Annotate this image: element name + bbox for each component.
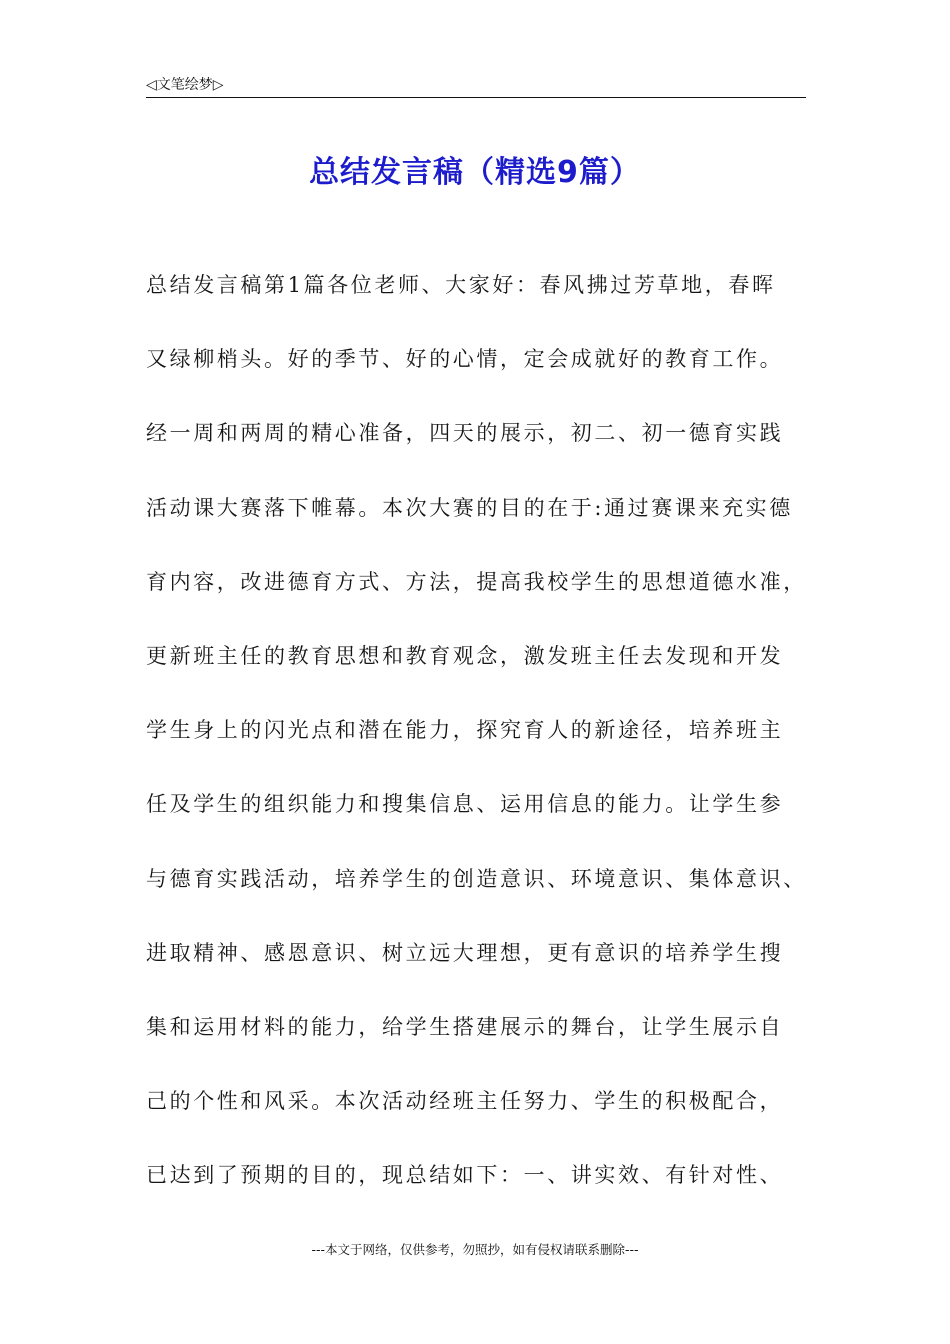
body-line: 己的个性和风采。本次活动经班主任努力、学生的积极配合， [146, 1089, 784, 1114]
body-line: 学生身上的闪光点和潜在能力，探究育人的新途径，培养班主 [146, 718, 784, 743]
page-header [146, 72, 806, 98]
body-line: 更新班主任的教育思想和教育观念，激发班主任去发现和开发 [146, 643, 784, 668]
footer-notice: ---本文于网络，仅供参考，勿照抄，如有侵权请联系删除--- [311, 1242, 639, 1257]
body-line: 育内容，改进德育方式、方法，提高我校学生的思想道德水准， [146, 569, 807, 594]
header-divider [146, 97, 806, 98]
body-line: 与德育实践活动，培养学生的创造意识、环境意识、集体意识、 [146, 866, 807, 891]
body-line: 又绿柳梢头。好的季节、好的心情，定会成就好的教育工作。 [146, 347, 784, 372]
document-body [146, 262, 836, 1226]
document-title: 总结发言稿（精选9篇） [309, 155, 641, 191]
body-line: 经一周和两周的精心准备，四天的展示，初二、初一德育实践 [146, 421, 784, 446]
body-line: 总结发言稿第1篇各位老师、大家好：春风拂过芳草地，春晖 [146, 273, 776, 297]
body-line: 集和运用材料的能力，给学生搭建展示的舞台，让学生展示自 [146, 1014, 784, 1039]
body-line: 活动课大赛落下帷幕。本次大赛的目的在于:通过赛课来充实德 [146, 495, 793, 520]
body-line: 已达到了预期的目的，现总结如下：一、讲实效、有针对性、 [146, 1163, 784, 1188]
body-line: 进取精神、感恩意识、树立远大理想，更有意识的培养学生搜 [146, 940, 784, 965]
body-line: 任及学生的组织能力和搜集信息、运用信息的能力。让学生参 [146, 792, 784, 817]
header-brand: ◁文笔绘梦▷ [146, 77, 224, 93]
